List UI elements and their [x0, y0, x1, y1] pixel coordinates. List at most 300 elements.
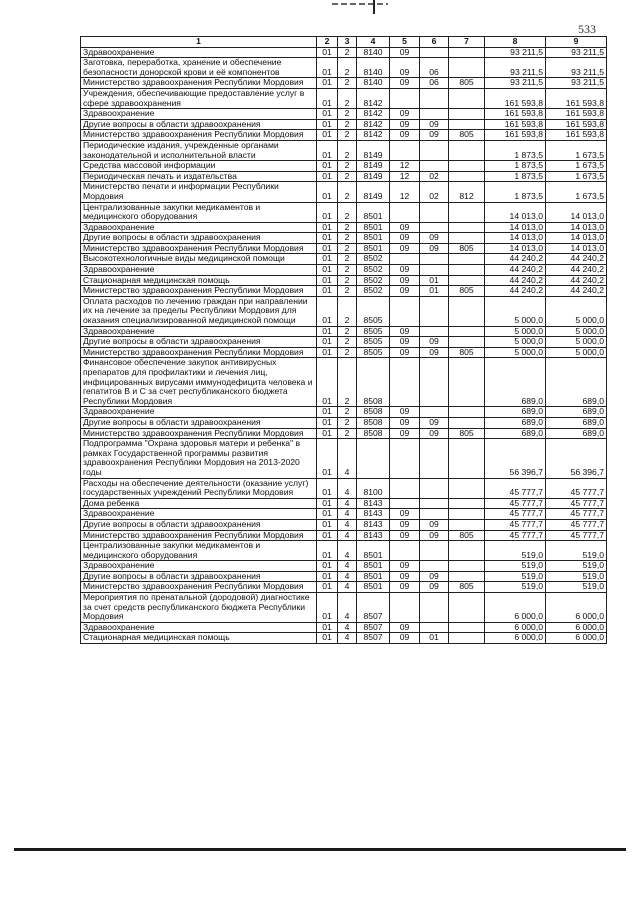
row-code-cell: [449, 326, 485, 337]
row-code-cell: 01: [317, 109, 338, 120]
row-code-cell: 8501: [357, 233, 390, 244]
row-amount-cell: 14 013,0: [546, 243, 607, 254]
row-code-cell: 01: [317, 182, 338, 202]
row-code-cell: 2: [338, 337, 357, 348]
row-name-cell: Централизованные закупки медикаментов и медицинского оборудования: [81, 202, 317, 222]
row-name-cell: Периодическая печать и издательства: [81, 171, 317, 182]
table-row: [81, 530, 607, 541]
row-amount-cell: 45 777,7: [546, 478, 607, 498]
row-code-cell: 09: [390, 119, 420, 130]
row-name-cell: Дома ребенка: [81, 498, 317, 509]
row-code-cell: 8502: [357, 286, 390, 297]
row-amount-cell: 161 593,8: [546, 130, 607, 141]
row-code-cell: 01: [420, 633, 449, 644]
row-code-cell: 01: [317, 243, 338, 254]
row-name-cell: Финансовое обеспечение закупок антивирусных препаратов для профилактики и лечения лиц, инфицированных вирусами иммунодефицита человека и гепатитов В и С за счет республиканского бюджета Республики Мордовия: [81, 358, 317, 407]
row-code-cell: 8508: [357, 428, 390, 439]
row-code-cell: 06: [420, 58, 449, 78]
row-code-cell: 2: [338, 233, 357, 244]
row-name-cell: Здравоохранение: [81, 326, 317, 337]
row-amount-cell: 44 240,2: [546, 254, 607, 265]
row-code-cell: 01: [420, 275, 449, 286]
row-code-cell: 2: [338, 358, 357, 407]
row-code-cell: 01: [317, 171, 338, 182]
row-amount-cell: 45 777,7: [546, 530, 607, 541]
row-code-cell: 01: [317, 541, 338, 561]
table-row: [81, 58, 607, 78]
row-code-cell: 2: [338, 222, 357, 233]
row-code-cell: 2: [338, 130, 357, 141]
row-amount-cell: 14 013,0: [485, 233, 546, 244]
row-code-cell: 09: [390, 109, 420, 120]
row-code-cell: [449, 519, 485, 530]
row-amount-cell: 689,0: [485, 407, 546, 418]
row-code-cell: 09: [420, 571, 449, 582]
row-amount-cell: 519,0: [546, 582, 607, 593]
row-amount-cell: 45 777,7: [485, 509, 546, 520]
row-code-cell: [449, 358, 485, 407]
row-code-cell: [449, 119, 485, 130]
row-code-cell: 01: [317, 439, 338, 478]
table-row: [81, 519, 607, 530]
row-amount-cell: 1 873,5: [485, 161, 546, 172]
row-name-cell: Министерство здравоохранения Республики Мордовия: [81, 582, 317, 593]
row-amount-cell: 6 000,0: [546, 633, 607, 644]
row-code-cell: 2: [338, 286, 357, 297]
row-code-cell: [449, 222, 485, 233]
row-name-cell: Периодические издания, учрежденные органами законодательной и исполнительной власти: [81, 140, 317, 160]
row-code-cell: [449, 275, 485, 286]
table-row: [81, 478, 607, 498]
row-code-cell: 2: [338, 243, 357, 254]
row-code-cell: 2: [338, 140, 357, 160]
row-code-cell: 8501: [357, 571, 390, 582]
column-header: 6: [420, 37, 449, 48]
row-amount-cell: 5 000,0: [485, 296, 546, 326]
table-row: [81, 347, 607, 358]
row-code-cell: 09: [390, 47, 420, 58]
table-row: [81, 171, 607, 182]
row-code-cell: 2: [338, 407, 357, 418]
row-code-cell: 09: [390, 58, 420, 78]
row-code-cell: [449, 407, 485, 418]
row-name-cell: Расходы на обеспечение деятельности (оказание услуг) государственных учреждений Республики Мордовия: [81, 478, 317, 498]
row-code-cell: 2: [338, 296, 357, 326]
row-code-cell: 09: [390, 571, 420, 582]
row-code-cell: 09: [420, 519, 449, 530]
row-code-cell: [390, 439, 420, 478]
row-code-cell: 8142: [357, 109, 390, 120]
row-amount-cell: 689,0: [485, 417, 546, 428]
row-code-cell: [449, 633, 485, 644]
row-code-cell: 2: [338, 78, 357, 89]
column-header: 7: [449, 37, 485, 48]
row-code-cell: 812: [449, 182, 485, 202]
row-amount-cell: 161 593,8: [546, 119, 607, 130]
row-code-cell: 4: [338, 593, 357, 623]
row-code-cell: 09: [390, 582, 420, 593]
row-code-cell: [449, 593, 485, 623]
row-code-cell: 09: [420, 417, 449, 428]
row-code-cell: [420, 161, 449, 172]
row-name-cell: Мероприятия по пренатальной (дородовой) диагностике за счет средств республиканского бюджета Республики Мордовия: [81, 593, 317, 623]
row-code-cell: 01: [317, 582, 338, 593]
table-row: [81, 47, 607, 58]
row-amount-cell: 14 013,0: [485, 202, 546, 222]
row-amount-cell: 1 673,5: [546, 171, 607, 182]
row-amount-cell: 6 000,0: [485, 593, 546, 623]
row-name-cell: Другие вопросы в области здравоохранения: [81, 337, 317, 348]
row-code-cell: 4: [338, 519, 357, 530]
row-code-cell: 01: [420, 286, 449, 297]
table-row: [81, 582, 607, 593]
row-code-cell: 01: [317, 498, 338, 509]
row-amount-cell: 45 777,7: [485, 519, 546, 530]
row-code-cell: [390, 140, 420, 160]
table-row: [81, 254, 607, 265]
row-code-cell: 8501: [357, 541, 390, 561]
table-row: [81, 222, 607, 233]
row-amount-cell: 45 777,7: [485, 498, 546, 509]
row-code-cell: 8143: [357, 519, 390, 530]
row-code-cell: 4: [338, 582, 357, 593]
row-code-cell: [420, 140, 449, 160]
row-code-cell: 09: [420, 243, 449, 254]
row-amount-cell: 5 000,0: [546, 337, 607, 348]
row-code-cell: [390, 88, 420, 108]
row-code-cell: [390, 296, 420, 326]
table-row: [81, 407, 607, 418]
row-code-cell: 8501: [357, 243, 390, 254]
row-name-cell: Другие вопросы в области здравоохранения: [81, 417, 317, 428]
row-amount-cell: 689,0: [546, 407, 607, 418]
row-code-cell: 01: [317, 358, 338, 407]
table-row: [81, 233, 607, 244]
row-code-cell: 4: [338, 561, 357, 572]
row-amount-cell: 6 000,0: [485, 622, 546, 633]
row-amount-cell: 93 211,5: [546, 78, 607, 89]
row-code-cell: [420, 326, 449, 337]
row-amount-cell: 161 593,8: [546, 88, 607, 108]
row-code-cell: 09: [390, 337, 420, 348]
row-code-cell: 8149: [357, 182, 390, 202]
row-code-cell: 805: [449, 286, 485, 297]
row-code-cell: [449, 417, 485, 428]
row-amount-cell: 93 211,5: [546, 58, 607, 78]
row-amount-cell: 45 777,7: [546, 519, 607, 530]
row-amount-cell: 93 211,5: [546, 47, 607, 58]
row-code-cell: [420, 509, 449, 520]
row-code-cell: 01: [317, 275, 338, 286]
row-code-cell: 09: [420, 428, 449, 439]
row-amount-cell: 1 673,5: [546, 161, 607, 172]
row-code-cell: 01: [317, 622, 338, 633]
row-code-cell: 2: [338, 182, 357, 202]
row-code-cell: 01: [317, 47, 338, 58]
row-code-cell: 4: [338, 633, 357, 644]
row-code-cell: 09: [420, 530, 449, 541]
row-code-cell: 01: [317, 58, 338, 78]
row-code-cell: 01: [317, 222, 338, 233]
row-code-cell: 805: [449, 347, 485, 358]
row-name-cell: Здравоохранение: [81, 222, 317, 233]
row-code-cell: [420, 498, 449, 509]
row-code-cell: [449, 622, 485, 633]
row-code-cell: 8149: [357, 171, 390, 182]
row-code-cell: 805: [449, 428, 485, 439]
row-name-cell: Министерство здравоохранения Республики Мордовия: [81, 243, 317, 254]
row-code-cell: [420, 561, 449, 572]
row-code-cell: 01: [317, 633, 338, 644]
row-code-cell: 8508: [357, 358, 390, 407]
table-row: [81, 296, 607, 326]
row-code-cell: 8501: [357, 222, 390, 233]
table-row: [81, 509, 607, 520]
row-code-cell: 4: [338, 622, 357, 633]
row-code-cell: [390, 202, 420, 222]
row-amount-cell: 519,0: [485, 541, 546, 561]
row-code-cell: [449, 47, 485, 58]
table-row: [81, 109, 607, 120]
row-code-cell: 09: [390, 78, 420, 89]
row-code-cell: 09: [390, 130, 420, 141]
row-amount-cell: 1 673,5: [546, 182, 607, 202]
row-name-cell: Министерство здравоохранения Республики Мордовия: [81, 530, 317, 541]
row-code-cell: 01: [317, 593, 338, 623]
row-name-cell: Средства массовой информации: [81, 161, 317, 172]
row-amount-cell: 14 013,0: [485, 243, 546, 254]
row-code-cell: [390, 541, 420, 561]
row-code-cell: 8508: [357, 407, 390, 418]
row-name-cell: Министерство здравоохранения Республики Мордовия: [81, 286, 317, 297]
row-code-cell: [420, 222, 449, 233]
row-code-cell: 09: [390, 326, 420, 337]
row-code-cell: [420, 593, 449, 623]
table-row: [81, 439, 607, 478]
budget-table: [80, 36, 607, 644]
row-code-cell: [420, 622, 449, 633]
row-code-cell: 01: [317, 347, 338, 358]
row-amount-cell: 1 873,5: [485, 182, 546, 202]
row-amount-cell: 689,0: [546, 358, 607, 407]
row-code-cell: 2: [338, 58, 357, 78]
row-amount-cell: 56 396,7: [485, 439, 546, 478]
table-row: [81, 541, 607, 561]
row-code-cell: [357, 439, 390, 478]
row-amount-cell: 44 240,2: [485, 286, 546, 297]
row-code-cell: 09: [390, 417, 420, 428]
row-code-cell: [449, 254, 485, 265]
row-name-cell: Подпрограмма "Охрана здоровья матери и ребенка" в рамках Государственной программы развития здравоохранения Республики Мордовия на 2013-2020 годы: [81, 439, 317, 478]
page-bottom-rule: [14, 848, 626, 851]
row-amount-cell: 44 240,2: [546, 275, 607, 286]
row-code-cell: 09: [420, 130, 449, 141]
row-amount-cell: 45 777,7: [546, 498, 607, 509]
row-name-cell: Другие вопросы в области здравоохранения: [81, 519, 317, 530]
table-row: [81, 243, 607, 254]
row-code-cell: [390, 358, 420, 407]
row-amount-cell: 161 593,8: [485, 88, 546, 108]
row-code-cell: 8143: [357, 498, 390, 509]
row-code-cell: 2: [338, 171, 357, 182]
table-row: [81, 593, 607, 623]
row-code-cell: [420, 265, 449, 276]
row-code-cell: 09: [420, 347, 449, 358]
row-amount-cell: 44 240,2: [546, 286, 607, 297]
row-code-cell: 8149: [357, 161, 390, 172]
row-code-cell: [449, 161, 485, 172]
row-amount-cell: 519,0: [546, 541, 607, 561]
row-code-cell: 01: [317, 130, 338, 141]
row-amount-cell: 6 000,0: [546, 622, 607, 633]
row-code-cell: [449, 561, 485, 572]
row-name-cell: Высокотехнологичные виды медицинской помощи: [81, 254, 317, 265]
row-name-cell: Оплата расходов по лечению граждан при направлении их на лечение за пределы Республики Мордовия для оказания специализированной медицинской помощи: [81, 296, 317, 326]
row-code-cell: 01: [317, 428, 338, 439]
row-code-cell: 09: [390, 265, 420, 276]
row-code-cell: 4: [338, 509, 357, 520]
row-code-cell: 09: [420, 337, 449, 348]
row-code-cell: 01: [317, 140, 338, 160]
row-code-cell: 09: [390, 561, 420, 572]
row-code-cell: 2: [338, 428, 357, 439]
row-code-cell: 4: [338, 439, 357, 478]
row-code-cell: [449, 509, 485, 520]
row-code-cell: 12: [390, 171, 420, 182]
row-code-cell: [420, 358, 449, 407]
row-name-cell: Здравоохранение: [81, 265, 317, 276]
row-code-cell: 8501: [357, 561, 390, 572]
row-amount-cell: 519,0: [485, 582, 546, 593]
row-code-cell: 805: [449, 582, 485, 593]
row-code-cell: 06: [420, 78, 449, 89]
row-code-cell: [420, 541, 449, 561]
row-amount-cell: 93 211,5: [485, 47, 546, 58]
row-amount-cell: 519,0: [546, 571, 607, 582]
row-code-cell: 01: [317, 326, 338, 337]
row-code-cell: 4: [338, 478, 357, 498]
row-name-cell: Министерство здравоохранения Республики Мордовия: [81, 347, 317, 358]
table-row: [81, 182, 607, 202]
row-code-cell: [420, 88, 449, 108]
row-amount-cell: 519,0: [485, 571, 546, 582]
table-row: [81, 161, 607, 172]
row-code-cell: 09: [390, 347, 420, 358]
row-amount-cell: 161 593,8: [485, 130, 546, 141]
row-code-cell: [420, 296, 449, 326]
row-code-cell: 2: [338, 347, 357, 358]
row-code-cell: 8142: [357, 119, 390, 130]
table-row: [81, 275, 607, 286]
table-row: [81, 622, 607, 633]
row-amount-cell: 14 013,0: [546, 202, 607, 222]
row-code-cell: 4: [338, 530, 357, 541]
row-code-cell: [449, 541, 485, 561]
table-row: [81, 265, 607, 276]
row-code-cell: 805: [449, 530, 485, 541]
row-amount-cell: 93 211,5: [485, 58, 546, 78]
row-name-cell: Здравоохранение: [81, 407, 317, 418]
row-code-cell: [420, 202, 449, 222]
row-code-cell: 2: [338, 109, 357, 120]
row-code-cell: 8508: [357, 417, 390, 428]
row-amount-cell: 44 240,2: [485, 275, 546, 286]
table-row: [81, 337, 607, 348]
row-code-cell: 2: [338, 417, 357, 428]
row-code-cell: 8142: [357, 88, 390, 108]
row-code-cell: 8142: [357, 130, 390, 141]
row-amount-cell: 45 777,7: [485, 478, 546, 498]
table-header-row: [81, 37, 607, 48]
row-name-cell: Здравоохранение: [81, 561, 317, 572]
row-code-cell: 8505: [357, 337, 390, 348]
row-code-cell: [449, 109, 485, 120]
row-name-cell: Стационарная медицинская помощь: [81, 275, 317, 286]
row-name-cell: Централизованные закупки медикаментов и медицинского оборудования: [81, 541, 317, 561]
row-code-cell: 01: [317, 161, 338, 172]
table-row: [81, 88, 607, 108]
row-amount-cell: 44 240,2: [485, 265, 546, 276]
row-code-cell: 01: [317, 286, 338, 297]
row-code-cell: 8502: [357, 254, 390, 265]
column-header: 3: [338, 37, 357, 48]
row-code-cell: 01: [317, 254, 338, 265]
row-code-cell: 8502: [357, 265, 390, 276]
row-code-cell: 8507: [357, 593, 390, 623]
row-code-cell: 4: [338, 498, 357, 509]
row-amount-cell: 161 593,8: [546, 109, 607, 120]
table-row: [81, 571, 607, 582]
row-code-cell: 09: [390, 530, 420, 541]
row-code-cell: [390, 593, 420, 623]
table-row: [81, 417, 607, 428]
row-code-cell: [449, 88, 485, 108]
row-amount-cell: 689,0: [546, 428, 607, 439]
row-name-cell: Здравоохранение: [81, 509, 317, 520]
row-code-cell: 8143: [357, 509, 390, 520]
row-amount-cell: 14 013,0: [546, 233, 607, 244]
row-code-cell: 01: [317, 407, 338, 418]
row-code-cell: 09: [390, 222, 420, 233]
row-code-cell: [449, 439, 485, 478]
row-code-cell: [449, 233, 485, 244]
row-code-cell: 8143: [357, 530, 390, 541]
column-header: 4: [357, 37, 390, 48]
row-name-cell: Здравоохранение: [81, 109, 317, 120]
row-code-cell: 8507: [357, 622, 390, 633]
row-amount-cell: 161 593,8: [485, 109, 546, 120]
row-code-cell: 09: [390, 407, 420, 418]
row-code-cell: [449, 296, 485, 326]
row-code-cell: [420, 254, 449, 265]
row-code-cell: 09: [420, 233, 449, 244]
row-code-cell: 8100: [357, 478, 390, 498]
row-code-cell: [420, 407, 449, 418]
row-name-cell: Здравоохранение: [81, 622, 317, 633]
row-code-cell: 8501: [357, 202, 390, 222]
row-name-cell: Здравоохранение: [81, 47, 317, 58]
row-code-cell: 805: [449, 130, 485, 141]
row-code-cell: [420, 439, 449, 478]
row-code-cell: 2: [338, 275, 357, 286]
row-code-cell: [390, 478, 420, 498]
row-code-cell: [449, 478, 485, 498]
scan-binding-mark: [330, 0, 390, 14]
table-row: [81, 633, 607, 644]
row-code-cell: 09: [390, 622, 420, 633]
row-code-cell: 8507: [357, 633, 390, 644]
row-code-cell: 2: [338, 265, 357, 276]
